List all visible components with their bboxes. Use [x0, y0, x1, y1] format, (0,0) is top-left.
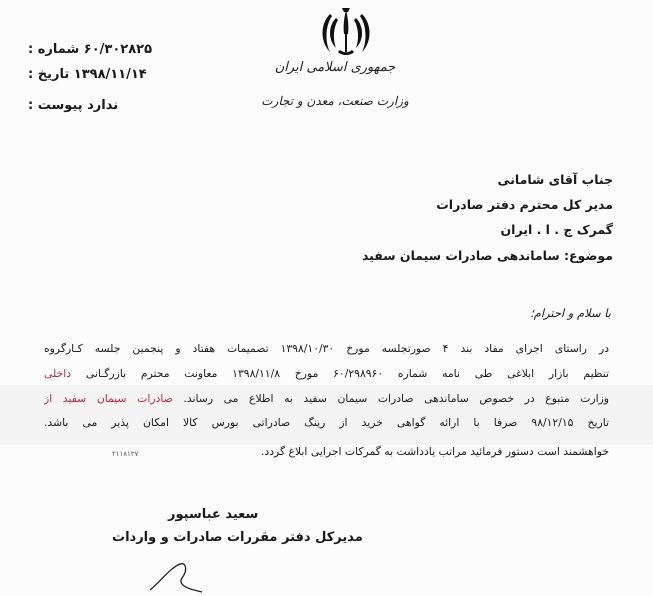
body-line-2-text: تنظیم بازار ابلاغی طی نامه شماره ۶۰/۲۹۸۹۶۰ مورخ ۱۳۹۸/۱۱/۸ معاونت محترم بازرگـانی [71, 367, 609, 380]
letter-date [28, 67, 178, 82]
iran-emblem-icon [314, 4, 378, 60]
number-value: ۶۰/۳۰۲۸۲۵ [83, 42, 153, 57]
body-line-3-text: وزارت متبوع در خصوص ساماندهی صادرات سیمان سفید به اطلاع می رساند. [172, 392, 609, 405]
recipient-title: مدیر کل محترم دفتر صادرات [436, 197, 613, 212]
body-line-5: خواهشمند است دستور فرمائید مراتب یادداشت به گمرکات اجرایی ابلاغ گردد. [260, 445, 609, 458]
letter-attachment [28, 98, 178, 113]
body-line-3-highlight: صادرات سیمان سفید از [44, 392, 173, 405]
handwritten-signature-icon [146, 560, 206, 596]
date-value: ۱۳۹۸/۱۱/۱۴ [73, 67, 147, 82]
body-line-2-highlight: داخلی [44, 367, 72, 380]
body-line-4: تاریخ ۹۸/۱۲/۱۵ صرفا با ارائه گواهی خرید از رینگ صادراتی بورس کالا امکان پذیر می باشد. [44, 416, 609, 429]
date-label: تاریخ : [28, 67, 70, 82]
recipient-name: جناب آقای شامانی [497, 172, 613, 187]
greeting: با سلام و احترام؛ [530, 306, 611, 320]
letter-number [28, 42, 178, 57]
number-label: شماره : [28, 42, 80, 57]
letter-subject: موضوع: ساماندهی صادرات سیمان سفید [361, 248, 613, 263]
signer-name: سعید عباسپور [168, 507, 259, 522]
ministry-name: وزارت صنعت، معدن و تجارت [261, 94, 409, 108]
reference-number: ۲۱۱۸۱۲۷ [112, 450, 139, 458]
attachment-value: ندارد [87, 98, 119, 113]
recipient-org: گمرک ج . ا . ایران [500, 222, 613, 237]
body-line-2 [44, 367, 609, 380]
attachment-label: پیوست : [28, 98, 83, 113]
signer-title: مدیرکل دفتر مقررات صادرات و واردات [112, 530, 363, 545]
body-line-3 [44, 392, 609, 405]
body-line-1: در راستای اجرای مفاد بند ۴ صورتجلسه مورخ ۱۳۹۸/۱۰/۳۰ تصمیمات هفتاد و پنجمین جلسه کـارگروه [44, 342, 609, 355]
country-name: جمهوری اسلامی ایران [274, 60, 396, 75]
